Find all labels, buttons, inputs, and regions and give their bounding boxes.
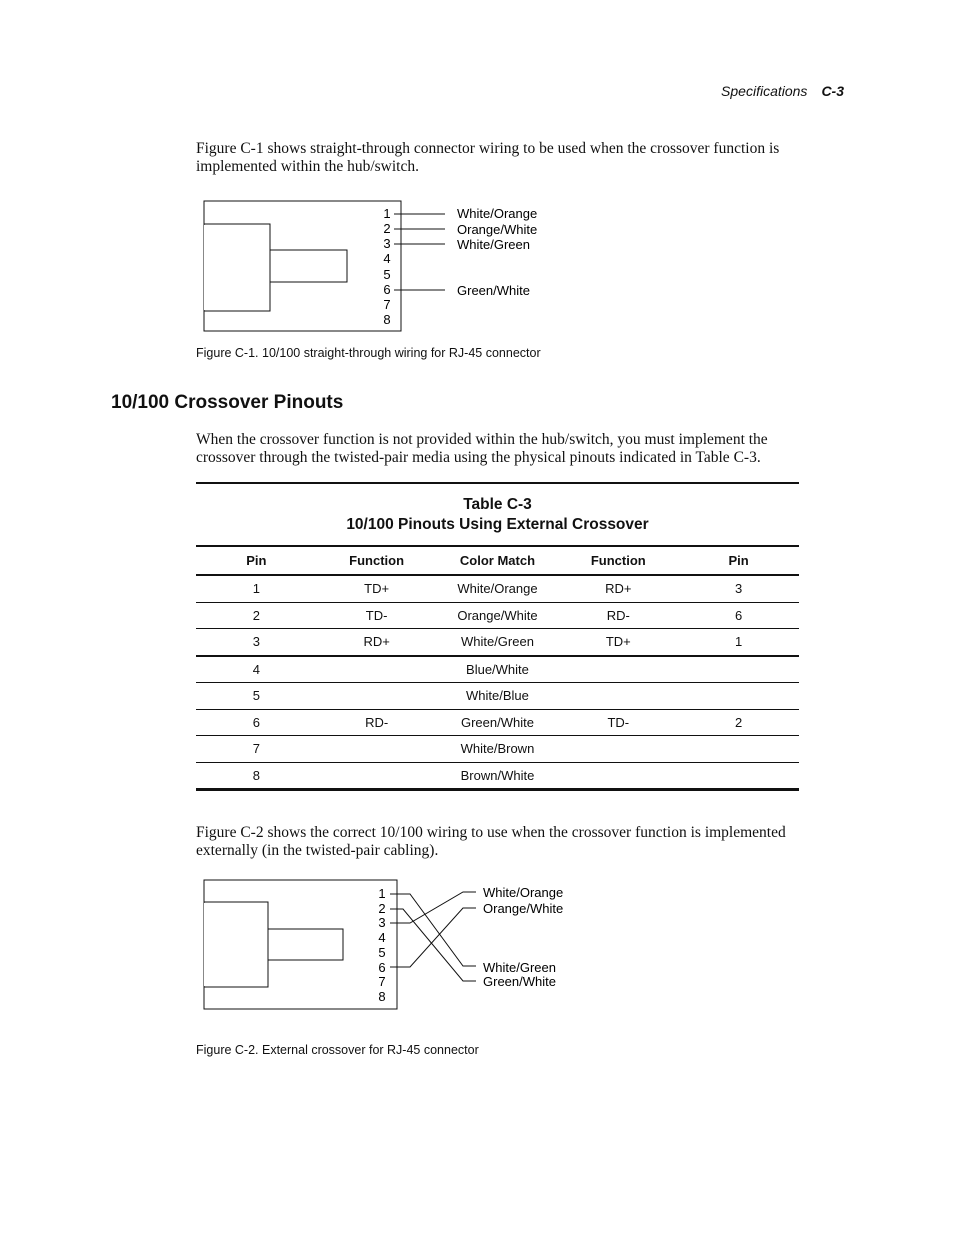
table-cell: TD+: [317, 575, 437, 602]
table-row: [196, 629, 799, 656]
wire-color-label: Orange/White: [483, 901, 564, 916]
table-cell: RD-: [317, 709, 437, 736]
pin-label: 8: [378, 989, 386, 1004]
crossover-wire-pin-2: [390, 909, 476, 981]
pin-label: 6: [383, 282, 391, 297]
header-page-number: C-3: [821, 83, 844, 99]
table-cell: 6: [678, 602, 799, 629]
crossover-wire-pin-6: [390, 908, 476, 967]
pin-label: 7: [378, 974, 386, 989]
connector-plug: [204, 224, 270, 311]
header-section: Specifications: [721, 83, 808, 99]
table-title-text: 10/100 Pinouts Using External Crossover: [346, 516, 649, 533]
table-cell: [317, 683, 437, 710]
column-header: Color Match: [437, 546, 559, 575]
table-row: [196, 656, 799, 683]
paragraph-figure-c1-intro: Figure C-1 shows straight-through connector wiring to be used when the crossover function is implemented within the hub/switch.: [196, 140, 780, 175]
column-header: Function: [558, 546, 678, 575]
table-cell: RD+: [558, 575, 678, 602]
connector-plug: [204, 902, 268, 987]
table-cell: TD-: [558, 709, 678, 736]
connector-tab: [268, 929, 343, 960]
figure-c1-caption: Figure C-1. 10/100 straight-through wiring for RJ-45 connector: [196, 346, 541, 360]
table-cell: [317, 736, 437, 763]
page-header: [721, 83, 844, 99]
table-cell: TD+: [558, 629, 678, 656]
table-cell: [317, 762, 437, 790]
pin-label: 6: [378, 960, 386, 975]
paragraph-crossover-intro: When the crossover function is not provided within the hub/switch, you must implement the crossover through the twisted-pair media using the physical pinouts indicated in Table C-3.: [196, 431, 768, 466]
table-row: [196, 575, 799, 602]
wire-color-label: Orange/White: [457, 222, 538, 237]
pin-label: 3: [383, 236, 391, 251]
connector-tab: [270, 250, 347, 282]
table-row: [196, 736, 799, 763]
wire-color-label: White/Orange: [457, 206, 538, 221]
pin-label: 2: [383, 221, 391, 236]
connector-plug-gap: [204, 225, 205, 310]
table-cell: Blue/White: [437, 656, 559, 683]
table-cell: [678, 736, 799, 763]
column-header: Function: [317, 546, 437, 575]
table-cell: White/Brown: [437, 736, 559, 763]
table-cell: [678, 656, 799, 683]
table-cell: [558, 683, 678, 710]
table-cell: 3: [196, 629, 317, 656]
table-cell: White/Green: [437, 629, 559, 656]
table-title: [196, 484, 799, 545]
wire-color-label: White/Green: [483, 960, 556, 975]
table-cell: Orange/White: [437, 602, 559, 629]
table-cell: [317, 656, 437, 683]
pin-label: 8: [383, 312, 391, 327]
pin-label: 4: [378, 930, 386, 945]
table-cell: 4: [196, 656, 317, 683]
table-cell: 8: [196, 762, 317, 790]
figure-c2-diagram: [196, 875, 576, 1015]
table-cell: [558, 762, 678, 790]
pin-label: 4: [383, 251, 391, 266]
table-row: [196, 683, 799, 710]
table-cell: RD-: [558, 602, 678, 629]
pin-label: 2: [378, 901, 386, 916]
crossover-wire-pin-1: [390, 894, 476, 966]
column-header: Pin: [196, 546, 317, 575]
table-c3: [196, 482, 799, 791]
table-cell: Green/White: [437, 709, 559, 736]
pin-label: 3: [378, 915, 386, 930]
table-row: [196, 709, 799, 736]
table-cell: White/Orange: [437, 575, 559, 602]
table-cell: RD+: [317, 629, 437, 656]
table-cell: White/Blue: [437, 683, 559, 710]
pinout-table: [196, 545, 799, 791]
table-row: [196, 762, 799, 790]
section-heading: 10/100 Crossover Pinouts: [111, 392, 344, 413]
table-cell: 5: [196, 683, 317, 710]
wire-color-label: White/Green: [457, 237, 530, 252]
pin-label: 5: [383, 267, 391, 282]
wire-color-label: White/Orange: [483, 885, 564, 900]
pin-label: 1: [378, 886, 386, 901]
figure-c2-caption: Figure C-2. External crossover for RJ-45 connector: [196, 1043, 479, 1057]
table-cell: [678, 683, 799, 710]
table-cell: 2: [196, 602, 317, 629]
column-header: Pin: [678, 546, 799, 575]
table-cell: [678, 762, 799, 790]
table-cell: 1: [196, 575, 317, 602]
table-cell: 2: [678, 709, 799, 736]
wire-color-label: Green/White: [457, 283, 530, 298]
table-cell: TD-: [317, 602, 437, 629]
table-header-row: [196, 546, 799, 575]
pin-label: 1: [383, 206, 391, 221]
paragraph-figure-c2-intro: Figure C-2 shows the correct 10/100 wiring to use when the crossover function is implemented externally (in the twisted-pair cabling).: [196, 824, 786, 859]
table-cell: [558, 736, 678, 763]
table-cell: 3: [678, 575, 799, 602]
connector-plug-gap: [204, 903, 205, 986]
figure-c1-diagram: [196, 195, 556, 335]
pin-label: 5: [378, 945, 386, 960]
table-cell: Brown/White: [437, 762, 559, 790]
table-cell: 1: [678, 629, 799, 656]
table-cell: 6: [196, 709, 317, 736]
wire-color-label: Green/White: [483, 974, 556, 989]
table-row: [196, 602, 799, 629]
table-cell: [558, 656, 678, 683]
table-cell: 7: [196, 736, 317, 763]
table-title-number: Table C-3: [463, 496, 532, 513]
pin-label: 7: [383, 297, 391, 312]
